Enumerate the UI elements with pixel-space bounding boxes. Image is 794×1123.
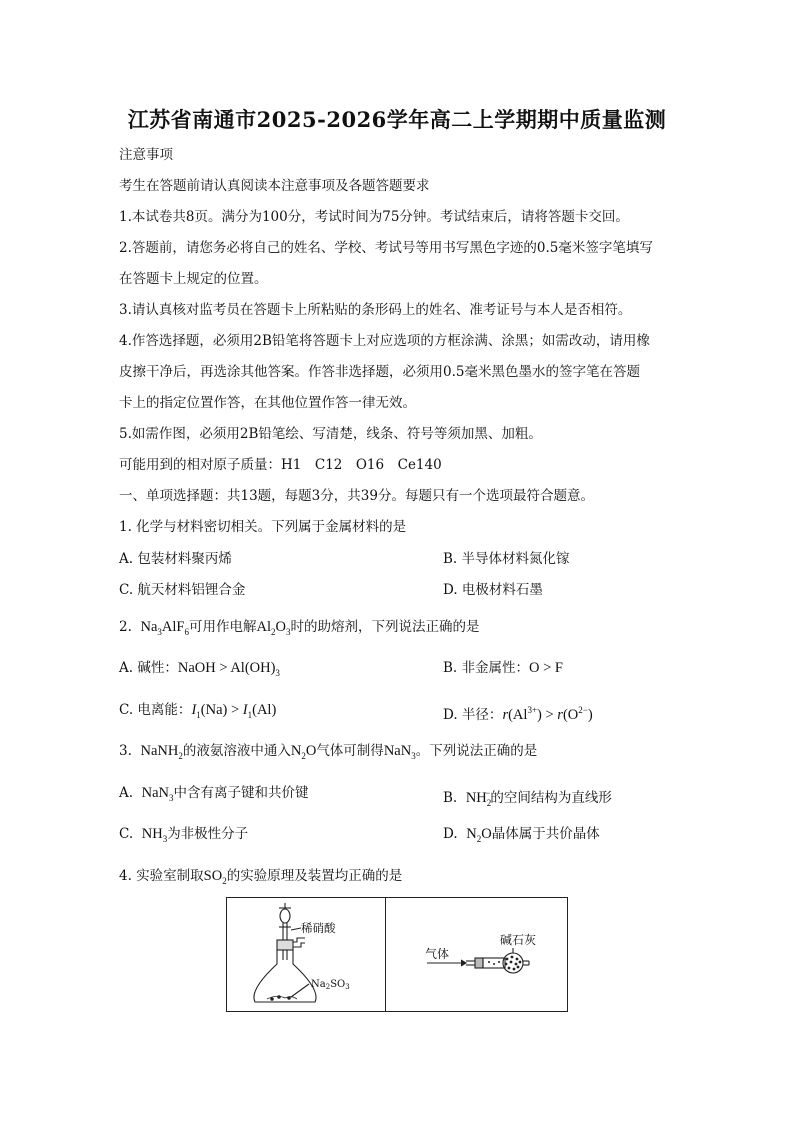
q3-option-c-text: 为非极性分子: [167, 826, 249, 842]
q3-number: 3.: [119, 743, 132, 759]
q3-option-a-text: 中含有离子键和共价键: [173, 785, 309, 801]
q2-option-c-label: C. 电离能：: [119, 702, 192, 718]
q2-option-a[interactable]: [119, 658, 280, 683]
atomic-mass-line: 可能用到的相对原子质量：H1 C12 O16 Ce140: [119, 457, 442, 473]
notice-item-2-cont: 在答题卡上规定的位置。: [119, 271, 268, 287]
q4-stem-pre: 4. 实验室制取: [119, 868, 204, 884]
q2-option-c[interactable]: [119, 700, 276, 725]
notice-item-1: 1.本试卷共8页。满分为100分，考试时间为75分钟。考试结束后，请将答题卡交回。: [119, 209, 629, 225]
q3-option-c[interactable]: [119, 824, 248, 849]
q2-stem: [119, 617, 479, 642]
q3-option-c-formula: $NH_3$: [141, 826, 168, 844]
q1-option-a[interactable]: A. 包装材料聚丙烯: [119, 551, 232, 567]
notice-item-2: 2.答题前，请您务必将自己的姓名、学校、考试号等用书写黑色字迹的0.5毫米签字笔填写: [119, 240, 653, 256]
q3-stem: [119, 741, 537, 766]
q3-option-d[interactable]: [443, 824, 600, 849]
q2-stem-mid: 可用作电解: [188, 619, 257, 635]
q3-option-a-formula: NaN$_3$: [141, 785, 174, 803]
q3-stem-mid2: 气体可制得: [316, 743, 384, 759]
notice-item-4-cont: 皮擦干净后，再选涂其他答案。作答非选择题，必须用0.5毫米黑色墨水的签字笔在答题: [119, 364, 640, 380]
q2-formula-na3alf6: $Na_3AlF_6$: [140, 619, 189, 637]
exam-title: 江苏省南通市2025-2026学年高二上学期期中质量监测: [127, 107, 667, 132]
notice-item-4-cont2: 卡上的指定位置作答，在其他位置作答一律无效。: [119, 395, 416, 411]
q1-option-b[interactable]: B. 半导体材料氮化镓: [443, 551, 570, 567]
notice-intro: 考生在答题前请认真阅读本注意事项及各题答题要求: [119, 178, 430, 194]
apparatus-flask-figure: [227, 898, 385, 1011]
apparatus-drying-tube-figure: [387, 898, 567, 1011]
q2-formula-al2o3: $Al_2O_3$: [256, 619, 291, 637]
q2-option-d-expr: $r(Al^{3+}) > r(O^{2-})$: [502, 705, 593, 723]
q2-option-d[interactable]: [443, 700, 593, 725]
label-soda-lime: 碱石灰: [500, 933, 537, 947]
q3-option-a-label: A.: [119, 785, 134, 801]
label-dilute-nitric-acid: 稀硝酸: [301, 921, 336, 935]
q1-stem: 1. 化学与材料密切相关。下列属于金属材料的是: [119, 519, 407, 535]
q3-option-d-text: 晶体属于共价晶体: [491, 826, 600, 842]
q2-option-b-label: B. 非金属性：: [443, 660, 530, 676]
q3-option-d-formula: $N_2O$: [466, 826, 492, 844]
q1-option-c[interactable]: C. 航天材料铝锂合金: [119, 582, 246, 598]
q4-stem-end: 的实验原理及装置均正确的是: [226, 868, 403, 884]
q2-number: 2.: [119, 619, 132, 635]
q2-option-a-expr: NaOH > $Al(OH)_3$: [177, 660, 280, 678]
q1-option-d[interactable]: D. 电极材料石墨: [443, 582, 543, 598]
q2-option-b-expr: O > F: [529, 660, 563, 676]
q2-option-a-label: A. 碱性：: [119, 660, 178, 676]
q3-option-b-label: B.: [443, 789, 458, 806]
q3-formula-nanh2: NaNH$_2$: [140, 743, 183, 761]
q3-stem-end: 。下列说法正确的是: [415, 743, 538, 759]
q3-option-a[interactable]: [119, 783, 309, 808]
q3-stem-mid: 的液氨溶液中通入: [182, 743, 291, 759]
q2-stem-end: 时的助熔剂，下列说法正确的是: [290, 619, 480, 635]
q4-formula-so2: $SO_2$: [203, 868, 227, 886]
q4-stem: [119, 866, 402, 891]
q2-option-d-label: D. 半径：: [443, 706, 503, 723]
q3-option-b-formula: $NH_2^-$: [465, 788, 492, 808]
q3-formula-n2o: $N_2O$: [290, 743, 317, 761]
notice-item-4: 4.作答选择题，必须用2B铅笔将答题卡上对应选项的方框涂满、涂黑；如需改动，请用橡: [119, 333, 650, 349]
notice-item-3: 3.请认真核对监考员在答题卡上所粘贴的条形码上的姓名、准考证号与本人是否相符。: [119, 302, 632, 318]
notice-item-5: 5.如需作图，必须用2B铅笔绘、写清楚，线条、符号等须加黑、加粗。: [119, 426, 542, 442]
notice-heading: 注意事项: [119, 147, 173, 163]
q3-option-b[interactable]: [443, 783, 612, 813]
q2-option-c-expr: $I_1(Na) > I_1(Al)$: [191, 702, 277, 720]
q3-option-d-label: D.: [443, 826, 458, 842]
q3-option-c-label: C.: [119, 826, 134, 842]
label-sodium-sulfite: $Na_2SO_3$: [311, 979, 350, 991]
label-gas: 气体: [425, 947, 450, 961]
q4-figure-table: [226, 897, 568, 1012]
q3-formula-nan3: NaN$_3$: [383, 743, 416, 761]
q3-option-b-text: 的空间结构为直线形: [490, 789, 612, 806]
q2-option-b[interactable]: [443, 658, 563, 678]
section-heading: 一、单项选择题：共13题，每题3分，共39分。每题只有一个选项最符合题意。: [119, 488, 594, 504]
